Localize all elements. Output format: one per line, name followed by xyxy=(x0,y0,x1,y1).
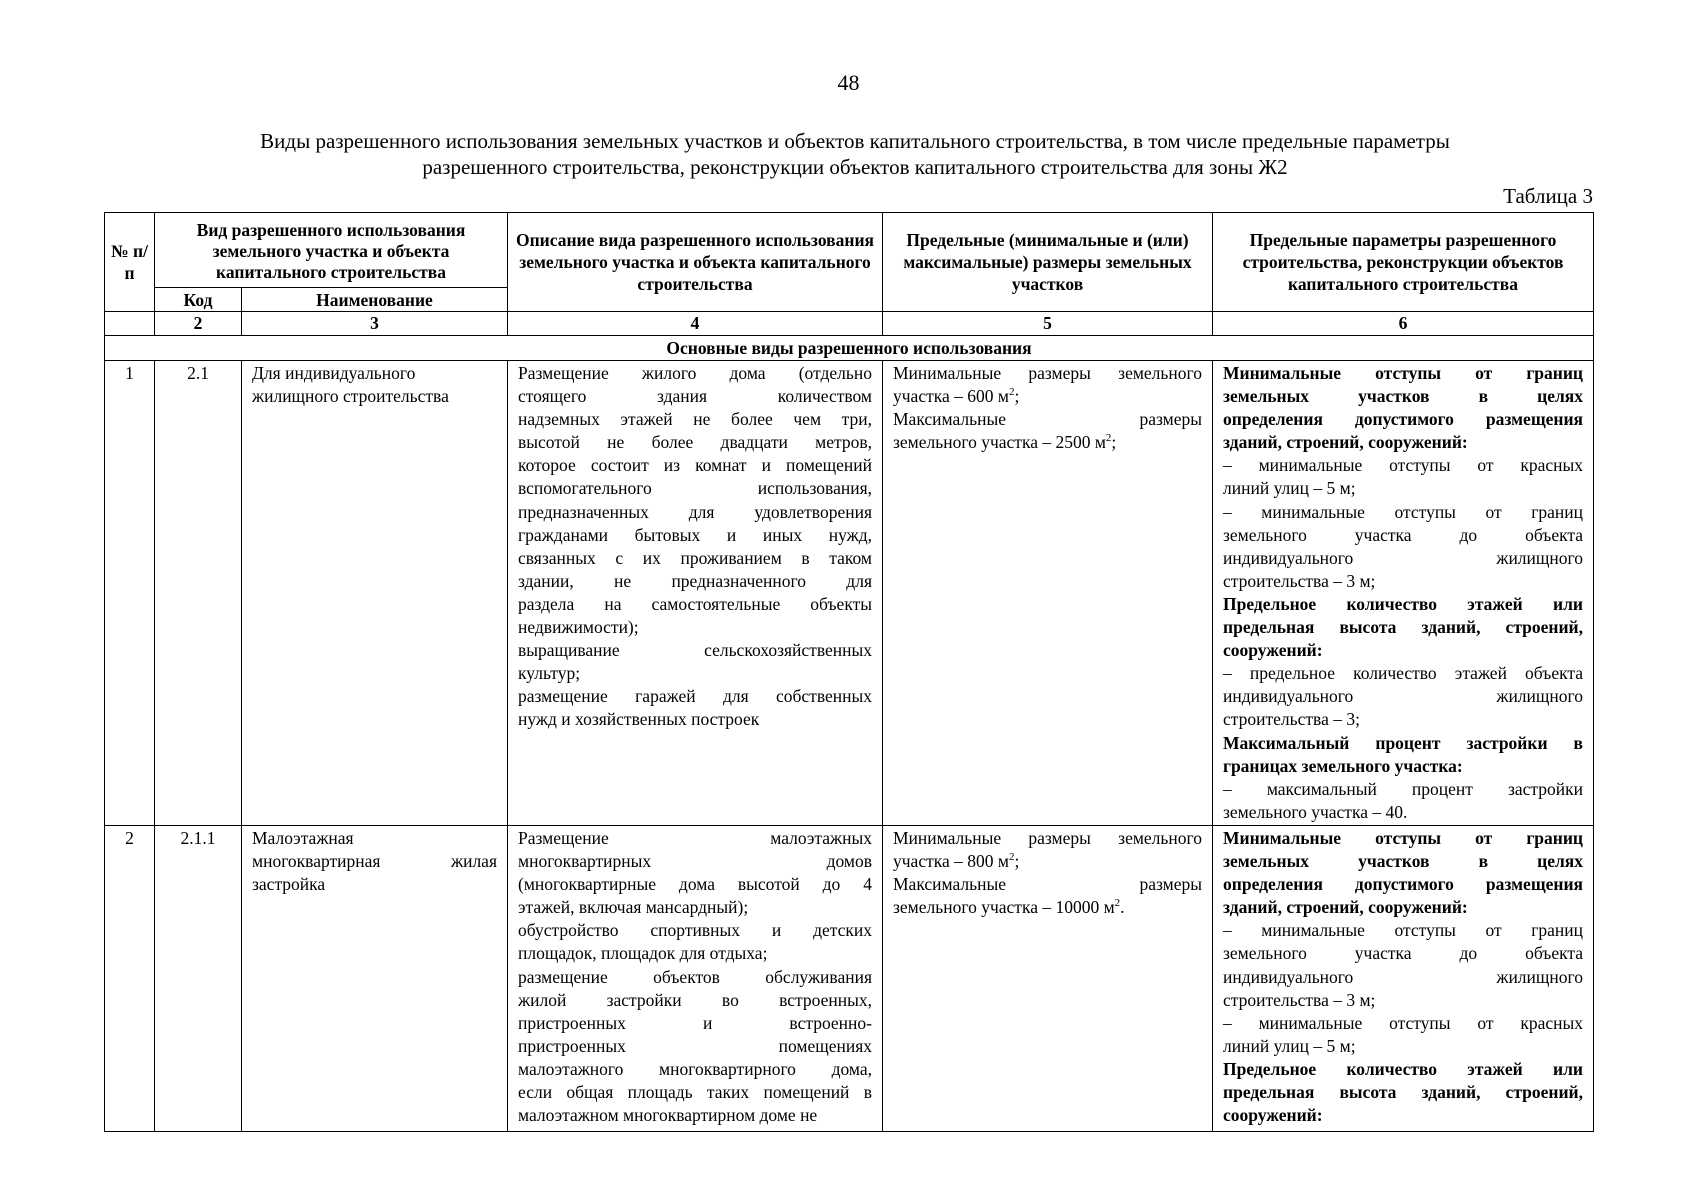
param-line: – минимальные отступы от границ xyxy=(1223,501,1583,522)
row-params xyxy=(1213,361,1594,826)
text-line: малоэтажного многоквартирного дома, xyxy=(518,1058,872,1079)
param-line: строительства – 3 м; xyxy=(1223,989,1376,1010)
document-title xyxy=(140,128,1570,180)
header-description: Описание вида разрешенного использования земельного участка и объекта капитального строительства xyxy=(508,213,883,312)
param-line: строительства – 3 м; xyxy=(1223,570,1376,591)
text-line: Размещение малоэтажных xyxy=(518,828,872,848)
column-number: 5 xyxy=(883,312,1213,336)
param-heading-line: определения допустимого размещения xyxy=(1223,874,1583,895)
param-line: – максимальный процент застройки xyxy=(1223,778,1583,799)
text-line: обустройство спортивных и детских xyxy=(518,920,872,941)
sizes-min-value: участка – 800 м xyxy=(893,851,1009,872)
param-line: индивидуального жилищного xyxy=(1223,966,1583,987)
text-line: высотой не более двадцати метров, xyxy=(518,432,872,453)
text-line: многоквартирных домов xyxy=(518,851,872,872)
text-line: вспомогательного использования, xyxy=(518,478,872,499)
text-line: если общая площадь таких помещений в xyxy=(518,1082,872,1103)
text-line: Малоэтажная xyxy=(252,828,354,848)
row-sizes xyxy=(883,361,1213,826)
row-name: Для индивидуального жилищного строительства xyxy=(242,361,508,826)
text-line: которое состоит из комнат и помещений xyxy=(518,455,872,476)
param-heading-line: определения допустимого размещения xyxy=(1223,409,1583,430)
sizes-max-value: земельного участка – 10000 м xyxy=(893,897,1115,918)
sizes-min-line: Минимальные размеры земельного xyxy=(893,828,1202,848)
param-line: строительства – 3; xyxy=(1223,709,1360,730)
header-kind-group: Вид разрешенного использования земельного участка и объекта капитального строительства xyxy=(155,213,508,288)
param-heading-line: зданий, строений, сооружений: xyxy=(1223,897,1468,918)
row-description xyxy=(508,826,883,1132)
header-sizes: Предельные (минимальные и (или) максимальные) размеры земельных участков xyxy=(883,213,1213,312)
param-heading-line: сооружений: xyxy=(1223,1105,1323,1126)
sizes-unit-sup: 2 xyxy=(1008,851,1015,864)
param-line: линий улиц – 5 м; xyxy=(1223,1035,1356,1056)
param-line: – минимальные отступы от красных xyxy=(1223,455,1583,476)
row-description xyxy=(508,361,883,826)
row-code: 2.1 xyxy=(155,361,242,826)
sizes-unit-sup: 2 xyxy=(1114,897,1121,910)
table-row xyxy=(105,826,1594,1132)
param-heading-line: земельных участков в целях xyxy=(1223,851,1583,872)
zone-table xyxy=(104,212,1594,1132)
text-line: предназначенных для удовлетворения xyxy=(518,501,872,522)
sizes-min-value: участка – 600 м xyxy=(893,386,1009,407)
text-line: выращивание сельскохозяйственных xyxy=(518,640,872,661)
text-line: Размещение жилого дома (отдельно xyxy=(518,363,872,383)
column-number: 6 xyxy=(1213,312,1594,336)
param-line: земельного участка до объекта xyxy=(1223,943,1583,964)
param-line: – предельное количество этажей объекта xyxy=(1223,663,1583,684)
text-line: многоквартирная жилая xyxy=(252,851,497,872)
param-heading-line: Минимальные отступы от границ xyxy=(1223,828,1583,848)
sizes-max-end: . xyxy=(1120,897,1125,918)
sizes-max-value: земельного участка – 2500 м xyxy=(893,432,1106,453)
param-heading-line: Предельное количество этажей или xyxy=(1223,593,1583,614)
document-title-line-1: Виды разрешенного использования земельных участков и объектов капитального строительства, в том числе предельные параметры xyxy=(260,129,1450,153)
sizes-unit-sup: 2 xyxy=(1008,386,1015,399)
text-line: надземных этажей не более чем три, xyxy=(518,409,872,430)
sizes-max-end: ; xyxy=(1111,432,1117,453)
text-line: размещение гаражей для собственных xyxy=(518,686,872,707)
header-name: Наименование xyxy=(242,288,508,312)
column-number-empty xyxy=(105,312,155,336)
sizes-min-end: ; xyxy=(1014,386,1020,407)
param-heading-line: предельная высота зданий, строений, xyxy=(1223,617,1583,638)
column-number: 4 xyxy=(508,312,883,336)
header-params: Предельные параметры разрешенного строительства, реконструкции объектов капитального строительства xyxy=(1213,213,1594,312)
header-row-1 xyxy=(105,213,1594,288)
text-line: нужд и хозяйственных построек xyxy=(518,709,760,730)
sizes-min-end: ; xyxy=(1014,851,1020,872)
row-params xyxy=(1213,826,1594,1132)
sizes-max-line: Максимальные размеры xyxy=(893,409,1202,430)
row-name xyxy=(242,826,508,1132)
param-line: земельного участка до объекта xyxy=(1223,524,1583,545)
row-sizes xyxy=(883,826,1213,1132)
table-row xyxy=(105,361,1594,826)
param-heading-line: сооружений: xyxy=(1223,640,1323,661)
param-heading-line: Минимальные отступы от границ xyxy=(1223,363,1583,383)
column-number-row xyxy=(105,312,1594,336)
param-heading-line: предельная высота зданий, строений, xyxy=(1223,1082,1583,1103)
text-line: здании, не предназначенного для xyxy=(518,570,872,591)
text-line: площадок, площадок для отдыха; xyxy=(518,943,768,964)
row-num: 2 xyxy=(105,826,155,1132)
document-title-line-2: разрешенного строительства, реконструкции объектов капитального строительства для зоны Ж2 xyxy=(422,155,1288,179)
row-num: 1 xyxy=(105,361,155,826)
text-line: пристроенных помещениях xyxy=(518,1035,872,1056)
column-number: 3 xyxy=(242,312,508,336)
row-code: 2.1.1 xyxy=(155,826,242,1132)
text-line: пристроенных и встроенно- xyxy=(518,1012,872,1033)
param-line: линий улиц – 5 м; xyxy=(1223,478,1356,499)
text-line: застройка xyxy=(252,874,326,895)
sizes-min-line: Минимальные размеры земельного xyxy=(893,363,1202,383)
text-line: жилой застройки во встроенных, xyxy=(518,989,872,1010)
param-line: – минимальные отступы от красных xyxy=(1223,1012,1583,1033)
text-line: связанных с их проживанием в таком xyxy=(518,547,872,568)
section-row xyxy=(105,336,1594,361)
param-heading-line: Предельное количество этажей или xyxy=(1223,1058,1583,1079)
param-heading-line: зданий, строений, сооружений: xyxy=(1223,432,1468,453)
param-heading-line: Максимальный процент застройки в xyxy=(1223,732,1583,753)
sizes-max-line: Максимальные размеры xyxy=(893,874,1202,895)
page-number: 48 xyxy=(837,70,860,95)
text-line: недвижимости); xyxy=(518,617,639,638)
param-line: индивидуального жилищного xyxy=(1223,547,1583,568)
param-line: – минимальные отступы от границ xyxy=(1223,920,1583,941)
column-number: 2 xyxy=(155,312,242,336)
header-code: Код xyxy=(155,288,242,312)
text-line: этажей, включая мансардный); xyxy=(518,897,749,918)
header-num: № п/п xyxy=(105,213,155,312)
text-line: стоящего здания количеством xyxy=(518,386,872,407)
text-line: (многоквартирные дома высотой до 4 xyxy=(518,874,872,895)
param-heading-line: границах земельного участка: xyxy=(1223,755,1463,776)
text-line: гражданами бытовых и иных нужд, xyxy=(518,524,872,545)
section-title: Основные виды разрешенного использования xyxy=(105,336,1594,361)
param-line: земельного участка – 40. xyxy=(1223,801,1408,822)
text-line: размещение объектов обслуживания xyxy=(518,966,872,987)
param-heading-line: земельных участков в целях xyxy=(1223,386,1583,407)
sizes-unit-sup: 2 xyxy=(1105,432,1112,445)
text-line: культур; xyxy=(518,663,581,684)
param-line: индивидуального жилищного xyxy=(1223,686,1583,707)
table-caption: Таблица 3 xyxy=(1503,184,1593,208)
text-line: раздела на самостоятельные объекты xyxy=(518,593,872,614)
text-line: малоэтажном многоквартирном доме не xyxy=(518,1105,818,1126)
